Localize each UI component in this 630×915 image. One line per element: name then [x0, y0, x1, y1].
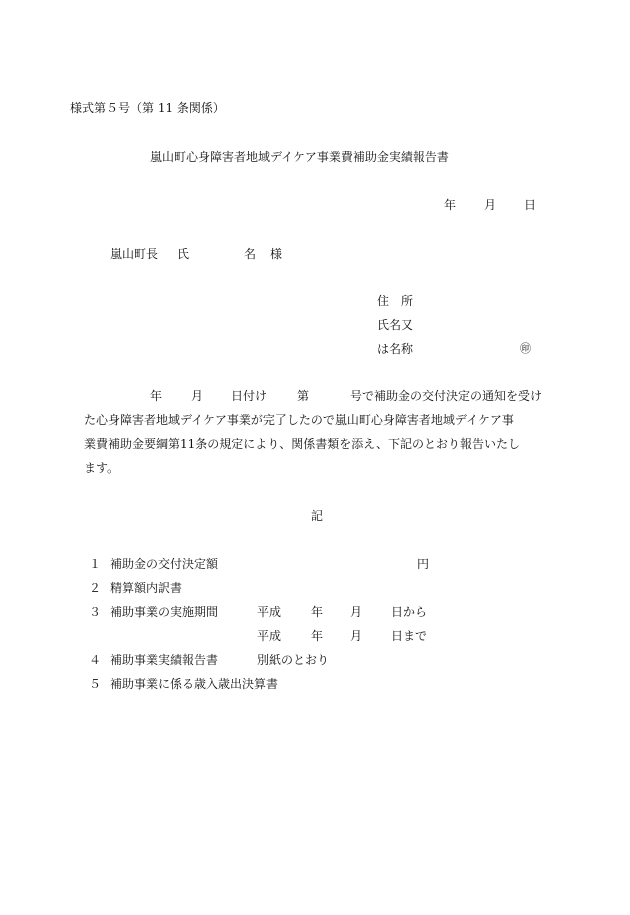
body-month: 月	[191, 389, 204, 403]
item-4-note: 別紙のとおり	[257, 653, 330, 667]
item-3-from-year: 年	[311, 605, 324, 619]
date-day: 日	[524, 198, 537, 212]
address-label: 住 所	[377, 294, 414, 308]
form-number: 様式第５号（第 11 条関係）	[70, 101, 225, 115]
item-4-label: 補助事業実績報告書	[110, 653, 219, 667]
name-label-line2: は名称	[377, 342, 414, 356]
ki-heading: 記	[311, 509, 324, 523]
date-month: 月	[484, 198, 497, 212]
document-title: 嵐山町心身障害者地域デイケア事業費補助金実績報告書	[150, 150, 449, 164]
item-1-unit: 円	[417, 557, 430, 571]
body-line2: た心身障害者地域デイケア事業が完了したので嵐山町心身障害者地域デイケア事	[84, 413, 514, 427]
item-3-from-day: 日から	[391, 605, 428, 619]
body-line3: 業費補助金要綱第11条の規定により、関係書類を添え、下記のとおり報告いたし	[84, 437, 520, 451]
item-3-label: 補助事業の実施期間	[110, 605, 219, 619]
item-4-number: ４	[89, 653, 102, 667]
item-3-from-month: 月	[350, 605, 363, 619]
item-3-to-day: 日まで	[391, 629, 428, 643]
addressee-shi: 氏	[177, 247, 190, 261]
seal-mark: ㊞	[520, 342, 531, 355]
body-dated: 日付け	[231, 389, 268, 403]
name-label-line1: 氏名又	[377, 318, 414, 332]
addressee-town-head: 嵐山町長	[110, 247, 159, 261]
item-3-number: ３	[89, 605, 102, 619]
item-1-number: １	[89, 557, 102, 571]
item-2-number: ２	[89, 581, 102, 595]
item-3-to-year: 年	[311, 629, 324, 643]
item-3-from-era: 平成	[257, 605, 282, 619]
body-line1-rest: 号で補助金の交付決定の通知を受け	[350, 389, 543, 403]
addressee-sama: 様	[270, 247, 283, 261]
addressee-mei: 名	[244, 247, 257, 261]
item-2-label: 精算額内訳書	[110, 581, 183, 595]
date-year: 年	[444, 198, 457, 212]
item-1-label: 補助金の交付決定額	[110, 557, 219, 571]
item-5-number: ５	[89, 677, 102, 691]
item-5-label: 補助事業に係る歳入歳出決算書	[110, 677, 279, 691]
body-line4: ます。	[84, 461, 120, 475]
item-3-to-month: 月	[350, 629, 363, 643]
body-dai: 第	[297, 389, 310, 403]
item-3-to-era: 平成	[257, 629, 282, 643]
body-year: 年	[150, 389, 163, 403]
